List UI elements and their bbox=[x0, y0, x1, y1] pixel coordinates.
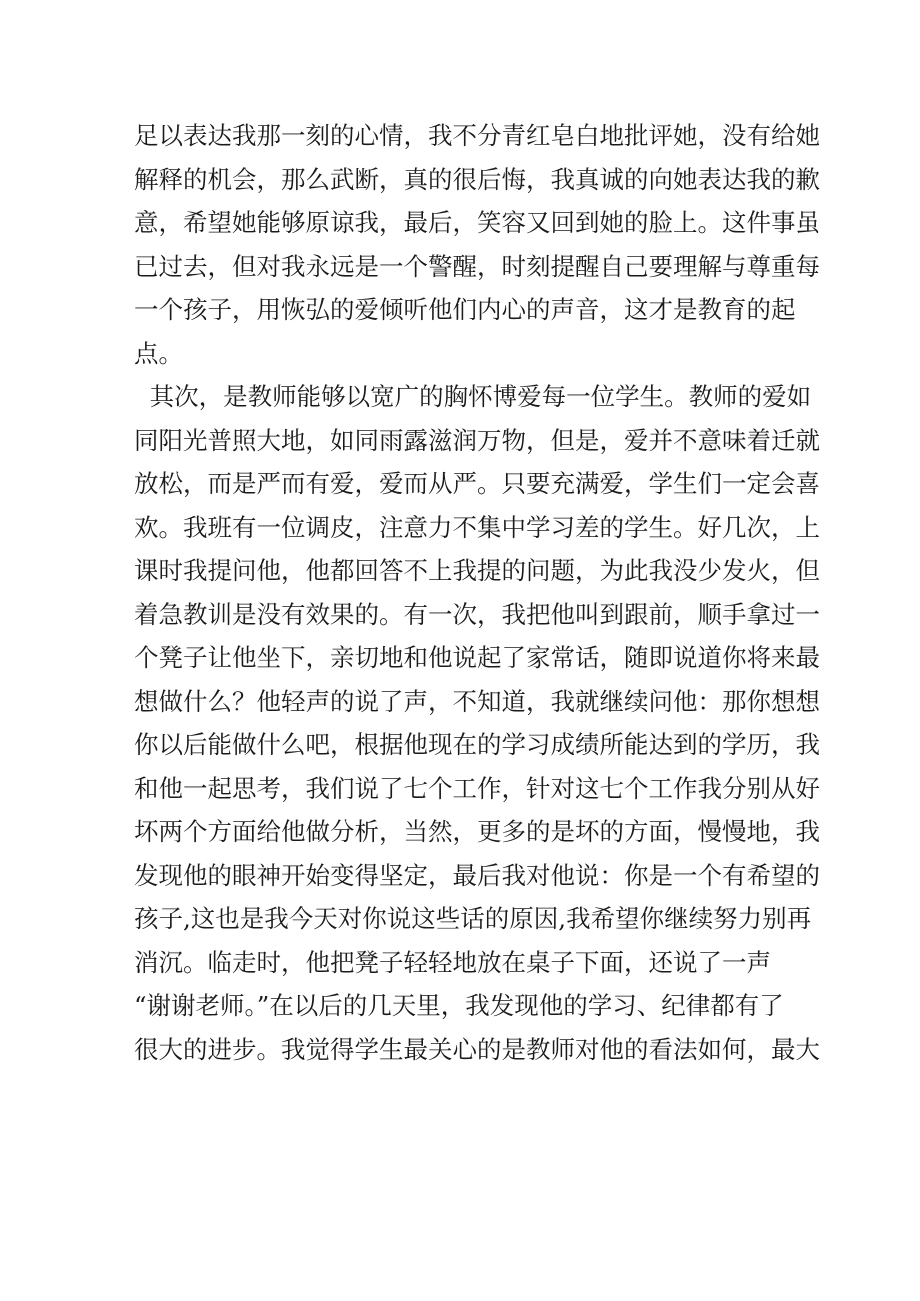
body-text bbox=[134, 114, 820, 1071]
text-line: 意，希望她能够原谅我，最后，笑容又回到她的脸上。这件事虽 bbox=[134, 208, 820, 237]
text-line: 足以表达我那一刻的心情，我不分青红皂白地批评她，没有给她 bbox=[134, 121, 820, 150]
text-line: 发现他的眼神开始变得坚定，最后我对他说：你是一个有希望的 bbox=[134, 860, 820, 890]
text-line: 坏两个方面给他做分析，当然，更多的是坏的方面，慢慢地，我 bbox=[134, 817, 820, 846]
text-line: 消沉。临走时，他把凳子轻轻地放在桌子下面，还说了一声 bbox=[134, 947, 771, 977]
paragraph-start-line: 其次，是教师能够以宽广的胸怀博爱每一位学生。教师的爱如 bbox=[134, 382, 812, 411]
text-line: 解释的机会，那么武断，真的很后悔，我真诚的向她表达我的歉 bbox=[134, 164, 820, 194]
text-line: 放松，而是严而有爱，爱而从严。只要充满爱，学生们一定会喜 bbox=[134, 469, 820, 498]
text-line: “谢谢老师。”在以后的几天里，我发现他的学习、纪律都有了 bbox=[134, 991, 784, 1020]
text-line: 课时我提问他，他都回答不上我提的问题，为此我没少发火，但 bbox=[134, 556, 820, 585]
text-line: 点。 bbox=[134, 338, 183, 368]
text-line: 欢。我班有一位调皮，注意力不集中学习差的学生。好几次，上 bbox=[134, 512, 820, 542]
text-line: 同阳光普照大地，如同雨露滋润万物，但是，爱并不意味着迁就 bbox=[134, 425, 820, 455]
text-line: 很大的进步。我觉得学生最关心的是教师对他的看法如何，最大 bbox=[134, 1034, 820, 1064]
text-line: 着急教训是没有效果的。有一次，我把他叫到跟前，顺手拿过一 bbox=[134, 599, 820, 629]
text-line: 个凳子让他坐下，亲切地和他说起了家常话，随即说道你将来最 bbox=[134, 643, 820, 672]
text-line: 已过去，但对我永远是一个警醒，时刻提醒自己要理解与尊重每 bbox=[134, 251, 820, 281]
text-line: 你以后能做什么吧，根据他现在的学习成绩所能达到的学历，我 bbox=[134, 730, 820, 759]
text-line: 和他一起思考，我们说了七个工作，针对这七个工作我分别从好 bbox=[134, 773, 820, 803]
text-line: 孩子,这也是我今天对你说这些话的原因,我希望你继续努力别再 bbox=[134, 904, 812, 933]
text-line: 一个孩子，用恢弘的爱倾听他们内心的声音，这才是教育的起 bbox=[134, 295, 796, 324]
text-line: 想做什么？他轻声的说了声，不知道，我就继续问他：那你想想 bbox=[134, 686, 820, 716]
